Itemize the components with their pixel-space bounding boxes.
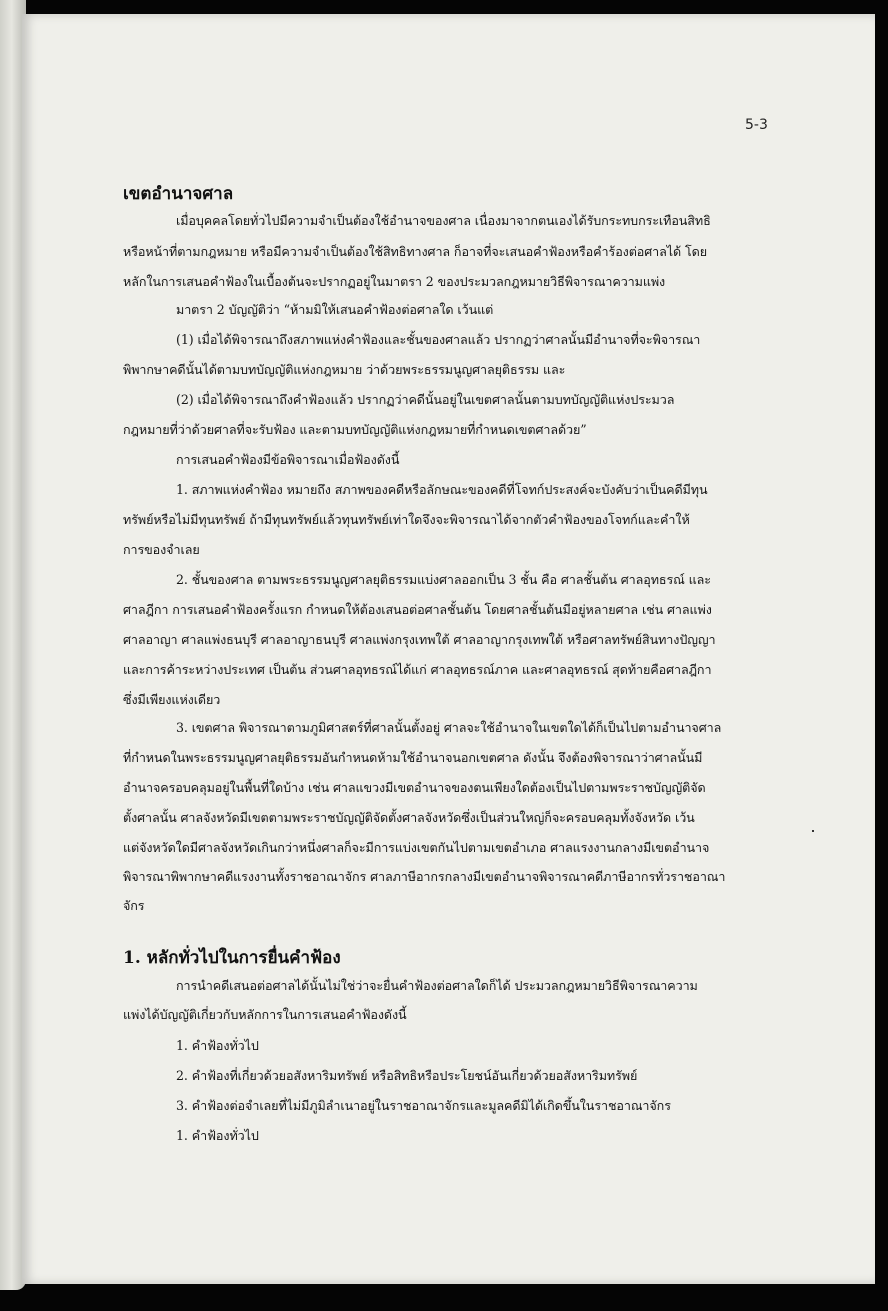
list-item: 2. คำฟ้องที่เกี่ยวด้วยอสังหาริมทรัพย์ หรือสิทธิหรือประโยชน์อันเกี่ยวด้วยอสังหาริมทรัพย์ (176, 1068, 638, 1083)
paragraph-line: ที่กำหนดในพระธรรมนูญศาลยุติธรรมอันกำหนดห้ามใช้อำนาจนอกเขตศาล ดังนั้น จึงต้องพิจารณาว่าศาลนั้นมี (123, 750, 703, 765)
paragraph-line: อำนาจครอบคลุมอยู่ในพื้นที่ใดบ้าง เช่น ศาลแขวงมีเขตอำนาจของตนเพียงใดต้องเป็นไปตามพระราชบัญญัติจัด (123, 780, 706, 795)
section-heading-jurisdiction: เขตอำนาจศาล (123, 184, 234, 204)
paragraph-line: หลักในการเสนอคำฟ้องในเบื้องต้นจะปรากฏอยู่ในมาตรา 2 ของประมวลกฎหมายวิธีพิจารณาความแพ่ง (123, 274, 666, 289)
page-number: 5-3 (745, 117, 768, 133)
paragraph-line: แต่จังหวัดใดมีศาลจังหวัดเกินกว่าหนึ่งศาลก็จะมีการแบ่งเขตกันไปตามเขตอำเภอ ศาลแรงงานกลางมีเขตอำนาจ (123, 840, 710, 855)
paragraph-line: มาตรา 2 บัญญัติว่า “ห้ามมิให้เสนอคำฟ้องต่อศาลใด เว้นแต่ (176, 302, 494, 317)
paragraph-line: การเสนอคำฟ้องมีข้อพิจารณาเมื่อฟ้องดังนี้ (176, 452, 400, 467)
paragraph-line: แพ่งได้บัญญัติเกี่ยวกับหลักการในการเสนอคำฟ้องดังนี้ (123, 1007, 407, 1022)
paragraph-line: 3. เขตศาล พิจารณาตามภูมิศาสตร์ที่ศาลนั้นตั้งอยู่ ศาลจะใช้อำนาจในเขตใดได้ก็เป็นไปตามอำนาจศาล (176, 720, 722, 735)
paragraph-line: พิพากษาคดีนั้นได้ตามบทบัญญัติแห่งกฎหมาย ว่าด้วยพระธรรมนูญศาลยุติธรรม และ (123, 362, 566, 377)
paragraph-line: (1) เมื่อได้พิจารณาถึงสภาพแห่งคำฟ้องและชั้นของศาลแล้ว ปรากฏว่าศาลนั้นมีอำนาจที่จะพิจารณา (176, 332, 701, 347)
section-heading-general-principles: 1. หลักทั่วไปในการยื่นคำฟ้อง (123, 948, 341, 968)
paragraph-line: จักร (123, 898, 145, 913)
paragraph-line: 1. สภาพแห่งคำฟ้อง หมายถึง สภาพของคดีหรือลักษณะของคดีที่โจทก์ประสงค์จะบังคับว่าเป็นคดีมีทุน (176, 482, 708, 497)
paragraph-line: เมื่อบุคคลโดยทั่วไปมีความจำเป็นต้องใช้อำนาจของศาล เนื่องมาจากตนเองได้รับกระทบกระเทือนสิทธิ (176, 213, 711, 228)
paragraph-line: หรือหน้าที่ตามกฎหมาย หรือมีความจำเป็นต้องใช้สิทธิทางศาล ก็อาจที่จะเสนอคำฟ้องหรือคำร้องต่อศาลได้ โดย (123, 244, 707, 259)
subsection-heading: 1. คำฟ้องทั่วไป (176, 1128, 259, 1143)
paragraph-line: และการค้าระหว่างประเทศ เป็นต้น ส่วนศาลอุทธรณ์ได้แก่ ศาลอุทธรณ์ภาค และศาลอุทธรณ์ สุดท้ายคือศาลฎีกา (123, 662, 712, 677)
paragraph-line: (2) เมื่อได้พิจารณาถึงคำฟ้องแล้ว ปรากฏว่าคดีนั้นอยู่ในเขตศาลนั้นตามบทบัญญัติแห่งประมวล (176, 392, 675, 407)
speck-mark (812, 830, 814, 832)
list-item: 1. คำฟ้องทั่วไป (176, 1038, 259, 1053)
paragraph-line: ตั้งศาลนั้น ศาลจังหวัดมีเขตตามพระราชบัญญัติจัดตั้งศาลจังหวัดซึ่งเป็นส่วนใหญ่ก็จะครอบคลุมทั้งจังหวัด เว้น (123, 810, 695, 825)
paragraph-line: การนำคดีเสนอต่อศาลได้นั้นไม่ใช่ว่าจะยื่นคำฟ้องต่อศาลใดก็ได้ ประมวลกฎหมายวิธีพิจารณาความ (176, 978, 698, 993)
paragraph-line: 2. ชั้นของศาล ตามพระธรรมนูญศาลยุติธรรมแบ่งศาลออกเป็น 3 ชั้น คือ ศาลชั้นต้น ศาลอุทธรณ์ และ (176, 572, 711, 587)
paragraph-line: ศาลฎีกา การเสนอคำฟ้องครั้งแรก กำหนดให้ต้องเสนอต่อศาลชั้นต้น โดยศาลชั้นต้นมีอยู่หลายศาล เช่น ศาลแพ่ง (123, 602, 712, 617)
paragraph-line: ซึ่งมีเพียงแห่งเดียว (123, 692, 221, 707)
paragraph-line: ทรัพย์หรือไม่มีทุนทรัพย์ ถ้ามีทุนทรัพย์แล้วทุนทรัพย์เท่าใดจึงจะพิจารณาได้จากตัวคำฟ้องของโจทก์และคำให้ (123, 512, 690, 527)
paragraph-line: พิจารณาพิพากษาคดีแรงงานทั้งราชอาณาจักร ศาลภาษีอากรกลางมีเขตอำนาจพิจารณาคดีภาษีอากรทั่วราชอาณา (123, 869, 726, 884)
paragraph-line: การของจำเลย (123, 542, 200, 557)
paragraph-line: ศาลอาญา ศาลแพ่งธนบุรี ศาลอาญาธนบุรี ศาลแพ่งกรุงเทพใต้ ศาลอาญากรุงเทพใต้ หรือศาลทรัพย์สินทางปัญญา (123, 632, 716, 647)
paragraph-line: กฎหมายที่ว่าด้วยศาลที่จะรับฟ้อง และตามบทบัญญัติแห่งกฎหมายที่กำหนดเขตศาลด้วย” (123, 422, 587, 437)
list-item: 3. คำฟ้องต่อจำเลยที่ไม่มีภูมิลำเนาอยู่ในราชอาณาจักรและมูลคดีมิได้เกิดขึ้นในราชอาณาจักร (176, 1098, 671, 1113)
